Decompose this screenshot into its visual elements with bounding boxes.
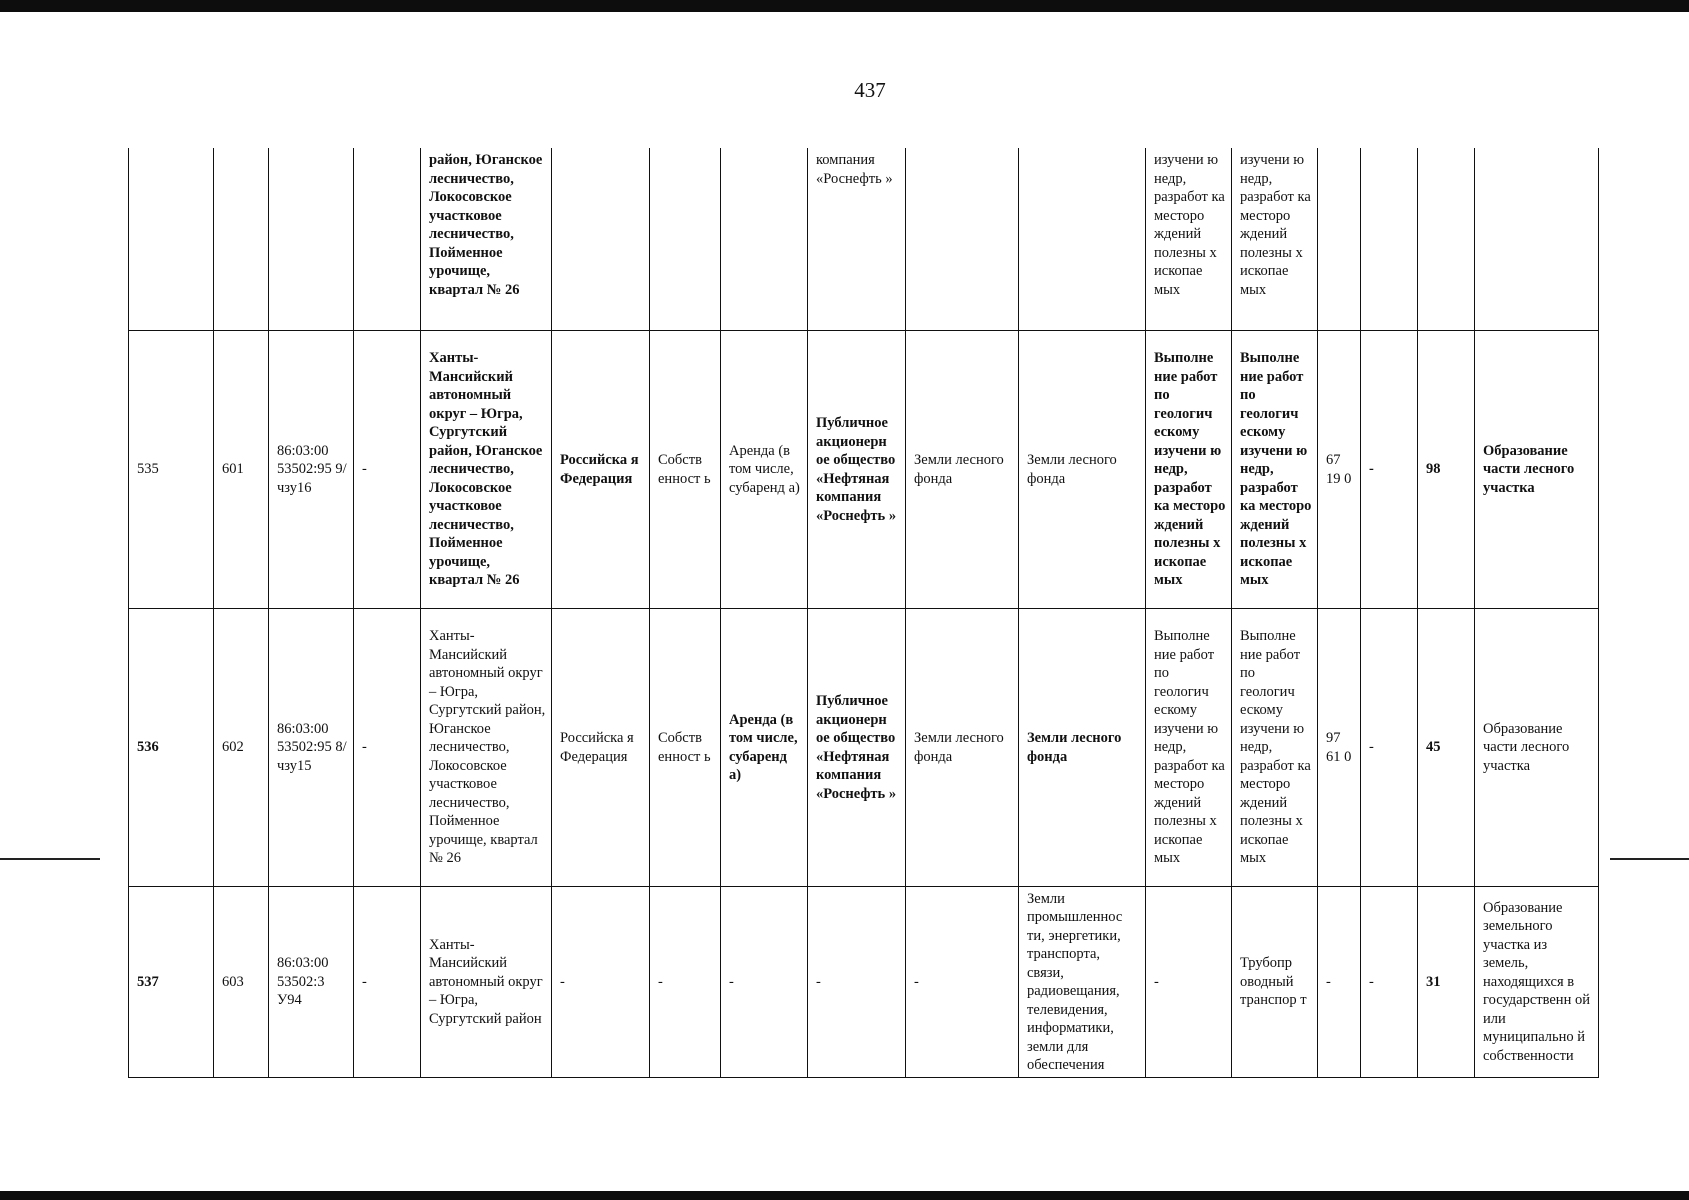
cell-part-number: 603 [214, 886, 269, 1077]
cell-permitted-use-2: Выполне ние работ по геологич ескому изучени ю недр, разработ ка месторо ждений полезны х ископае мых [1232, 608, 1318, 886]
cell-right [650, 148, 721, 330]
cell-number: 536 [129, 608, 214, 886]
cell-value: 31 [1418, 886, 1475, 1077]
cell-land-category-2: Земли лесного фонда [1019, 608, 1146, 886]
cell-area: - [1318, 886, 1361, 1077]
cell-permitted-use-2: изучени ю недр, разработ ка месторо ждений полезны х ископае мых [1232, 148, 1318, 330]
cell-land-category [906, 148, 1019, 330]
cell-land-category: Земли лесного фонда [906, 608, 1019, 886]
cell-location: Ханты-Мансийский автономный округ – Югра, Сургутский район [421, 886, 552, 1077]
cell-right-holder: Публичное акционерн ое общество «Нефтяная компания «Роснефть » [808, 608, 906, 886]
cell-permitted-use: Выполне ние работ по геологич ескому изучени ю недр, разработ ка месторо ждений полезны х ископае мых [1146, 608, 1232, 886]
cell-right-holder: компания «Роснефть » [808, 148, 906, 330]
cell-dash: - [354, 330, 421, 608]
scan-mark-left [0, 858, 100, 860]
cell-cadastral-number [269, 148, 354, 330]
table-row [129, 148, 1599, 330]
cell-number [129, 148, 214, 330]
cell-area: 67 19 0 [1318, 330, 1361, 608]
cell-owner: Российска я Федерация [552, 330, 650, 608]
cell-value [1418, 148, 1475, 330]
cell-note [1475, 148, 1599, 330]
scan-top-edge [0, 0, 1689, 12]
cell-note: Образование земельного участка из земель, находящихся в государственн ой или муниципально й собственности [1475, 886, 1599, 1077]
cell-area: 97 61 0 [1318, 608, 1361, 886]
cell-area [1318, 148, 1361, 330]
cell-permitted-use: Выполне ние работ по геологич ескому изучени ю недр, разработ ка месторо ждений полезны х ископае мых [1146, 330, 1232, 608]
scan-mark-right [1610, 858, 1689, 860]
cell-dash-2: - [1361, 608, 1418, 886]
cell-cadastral-number: 86:03:00 53502:95 8/чзу15 [269, 608, 354, 886]
cell-right: - [650, 886, 721, 1077]
cell-dash-2: - [1361, 330, 1418, 608]
cell-right-holder: - [808, 886, 906, 1077]
table-row [129, 330, 1599, 608]
cell-dash-2: - [1361, 886, 1418, 1077]
cell-owner [552, 148, 650, 330]
cell-permitted-use: изучени ю недр, разработ ка месторо ждений полезны х ископае мых [1146, 148, 1232, 330]
cell-part-number: 601 [214, 330, 269, 608]
cell-dash [354, 148, 421, 330]
cell-cadastral-number: 86:03:00 53502:95 9/чзу16 [269, 330, 354, 608]
cell-right: Собств енност ь [650, 330, 721, 608]
registry-table [128, 148, 1599, 1078]
cell-permitted-use-2: Трубопр оводный транспор т [1232, 886, 1318, 1077]
cell-dash-2 [1361, 148, 1418, 330]
cell-dash: - [354, 608, 421, 886]
cell-part-number [214, 148, 269, 330]
cell-dash: - [354, 886, 421, 1077]
cell-encumbrance: - [721, 886, 808, 1077]
cell-permitted-use-2: Выполне ние работ по геологич ескому изучени ю недр, разработ ка месторо ждений полезны х ископае мых [1232, 330, 1318, 608]
cell-location: Ханты-Мансийский автономный округ – Югра, Сургутский район, Юганское лесничество, Локосовское участковое лесничество, Пойменное урочище, квартал № 26 [421, 608, 552, 886]
table-row [129, 886, 1599, 1077]
cell-right-holder: Публичное акционерн ое общество «Нефтяная компания «Роснефть » [808, 330, 906, 608]
cell-land-category-2 [1019, 148, 1146, 330]
cell-note: Образование части лесного участка [1475, 608, 1599, 886]
cell-land-category-2: Земли промышленнос ти, энергетики, транспорта, связи, радиовещания, телевидения, информатики, земли для обеспечения [1019, 886, 1146, 1077]
cell-part-number: 602 [214, 608, 269, 886]
cell-cadastral-number: 86:03:00 53502:3 У94 [269, 886, 354, 1077]
cell-encumbrance: Аренда (в том числе, субаренд а) [721, 330, 808, 608]
cell-land-category: Земли лесного фонда [906, 330, 1019, 608]
cell-location: Ханты-Мансийский автономный округ – Югра, Сургутский район, Юганское лесничество, Локосовское участковое лесничество, Пойменное урочище, квартал № 26 [421, 330, 552, 608]
cell-land-category-2: Земли лесного фонда [1019, 330, 1146, 608]
cell-value: 45 [1418, 608, 1475, 886]
cell-permitted-use: - [1146, 886, 1232, 1077]
cell-encumbrance [721, 148, 808, 330]
cell-owner: - [552, 886, 650, 1077]
page-number: 437 [854, 78, 886, 102]
table-row [129, 608, 1599, 886]
cell-number: 537 [129, 886, 214, 1077]
cell-note: Образование части лесного участка [1475, 330, 1599, 608]
cell-land-category: - [906, 886, 1019, 1077]
cell-right: Собств енност ь [650, 608, 721, 886]
cell-owner: Российска я Федерация [552, 608, 650, 886]
scan-bottom-edge [0, 1191, 1689, 1200]
cell-value: 98 [1418, 330, 1475, 608]
cell-location: район, Юганское лесничество, Локосовское участковое лесничество, Пойменное урочище, квартал № 26 [421, 148, 552, 330]
cell-encumbrance: Аренда (в том числе, субаренд а) [721, 608, 808, 886]
cell-number: 535 [129, 330, 214, 608]
